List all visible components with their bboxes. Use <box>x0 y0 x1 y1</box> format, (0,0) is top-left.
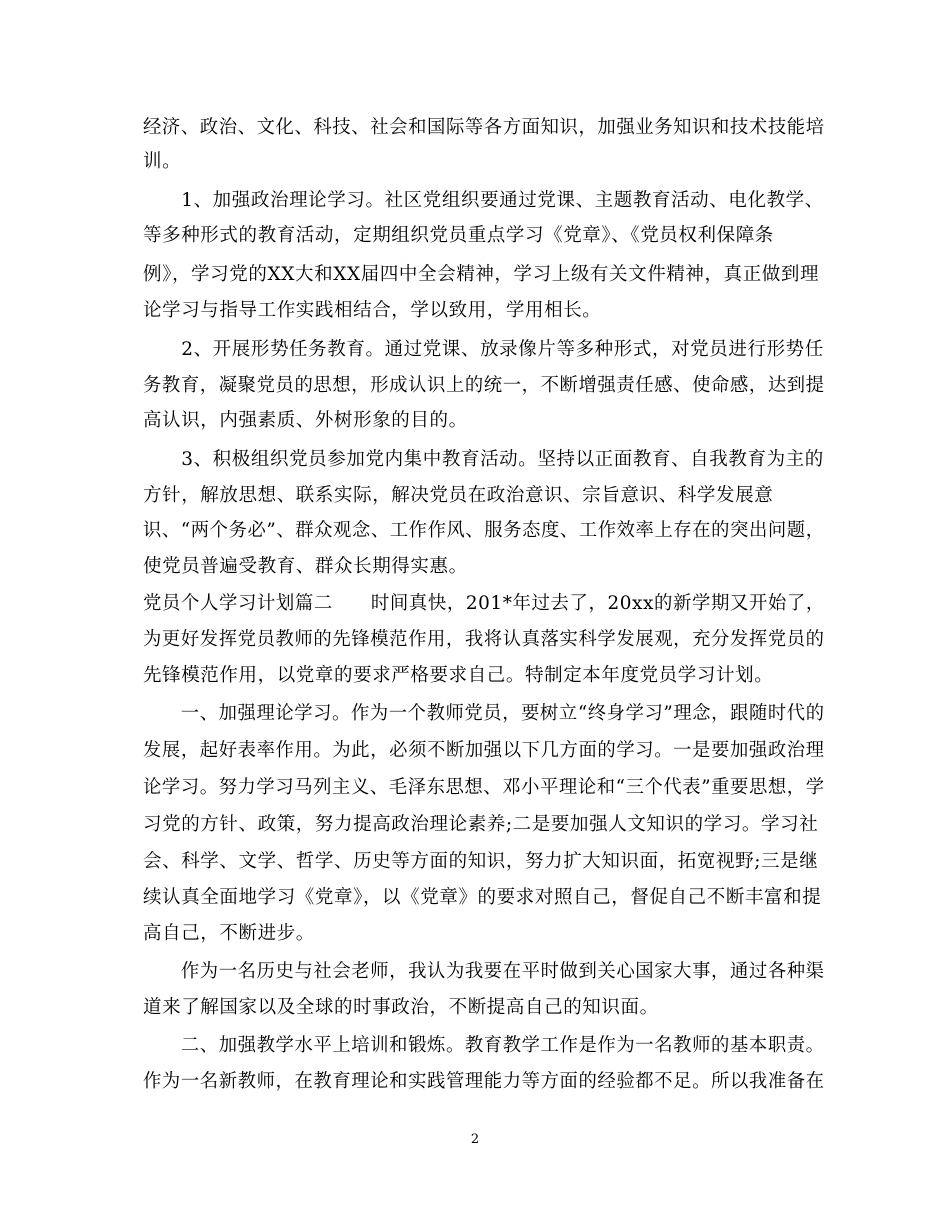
text-line: 2、开展形势任务教育。通过党课、放录像片等多种形式，对党员进行形势任 <box>143 339 824 360</box>
text-line: 作为一名历史与社会老师，我认为我要在平时做到关心国家大事，通过各种渠 <box>143 961 825 982</box>
text-line: 道来了解国家以及全球的时事政治，不断提高自己的知识面。 <box>143 997 659 1018</box>
text-line: 高自己，不断进步。 <box>143 923 315 944</box>
text-line: 习党的方针、政策，努力提高政治理论素养;二是要加强人文知识的学习。学习社 <box>143 814 819 835</box>
text-line: 使党员普遍受教育、群众长期得实惠。 <box>143 556 468 577</box>
text-line: 例》，学习党的XX大和XX届四中全会精神，学习上级有关文件精神，真正做到理 <box>143 264 820 285</box>
text-line: 党员个人学习计划篇二 时间真快，201*年过去了，20xx的新学期又开始了， <box>143 593 825 614</box>
text-line: 二、加强教学水平上培训和锻炼。教育教学工作是作为一名教师的基本职责。 <box>143 1035 825 1056</box>
text-line: 论学习与指导工作实践相结合，学以致用，学用相长。 <box>143 300 602 321</box>
text-line: 1、加强政治理论学习。社区党组织要通过党课、主题教育活动、电化教学、 <box>143 190 824 211</box>
text-line: 一、加强理论学习。作为一个教师党员，要树立“终身学习”理念，跟随时代的 <box>143 703 825 724</box>
text-line: 等多种形式的教育活动，定期组织党员重点学习《党章》、《党员权利保障条 <box>143 225 774 246</box>
text-line: 先锋模范作用，以党章的要求严格要求自己。特制定本年度党员学习计划。 <box>143 665 774 686</box>
text-line: 经济、政治、文化、科技、社会和国际等各方面知识，加强业务知识和技术技能培 <box>143 117 825 138</box>
text-line: 高认识，内强素质、外树形象的目的。 <box>143 410 468 431</box>
text-line: 识、“两个务必”、群众观念、工作作风、服务态度、工作效率上存在的突出问题， <box>143 520 825 541</box>
text-line: 会、科学、文学、哲学、历史等方面的知识，努力扩大知识面，拓宽视野;三是继 <box>143 851 819 872</box>
page-number: 2 <box>470 1132 480 1147</box>
text-line: 训。 <box>143 151 182 172</box>
text-line: 发展，起好表率作用。为此，必须不断加强以下几方面的学习。一是要加强政治理 <box>143 740 825 761</box>
text-line: 论学习。努力学习马列主义、毛泽东思想、邓小平理论和“三个代表”重要思想，学 <box>143 777 825 798</box>
text-line: 续认真全面地学习《党章》，以《党章》的要求对照自己，督促自己不断丰富和提 <box>143 887 822 908</box>
text-line: 方针，解放思想、联系实际，解决党员在政治意识、宗旨意识、科学发展意 <box>143 485 774 506</box>
text-line: 务教育，凝聚党员的思想，形成认识上的统一，不断增强责任感、使命感，达到提 <box>143 375 825 396</box>
text-line: 3、积极组织党员参加党内集中教育活动。坚持以正面教育、自我教育为主的 <box>143 449 824 470</box>
text-line: 为更好发挥党员教师的先锋模范作用，我将认真落实科学发展观，充分发挥党员的 <box>143 629 825 650</box>
text-line: 作为一名新教师，在教育理论和实践管理能力等方面的经验都不足。所以我准备在 <box>143 1071 825 1092</box>
